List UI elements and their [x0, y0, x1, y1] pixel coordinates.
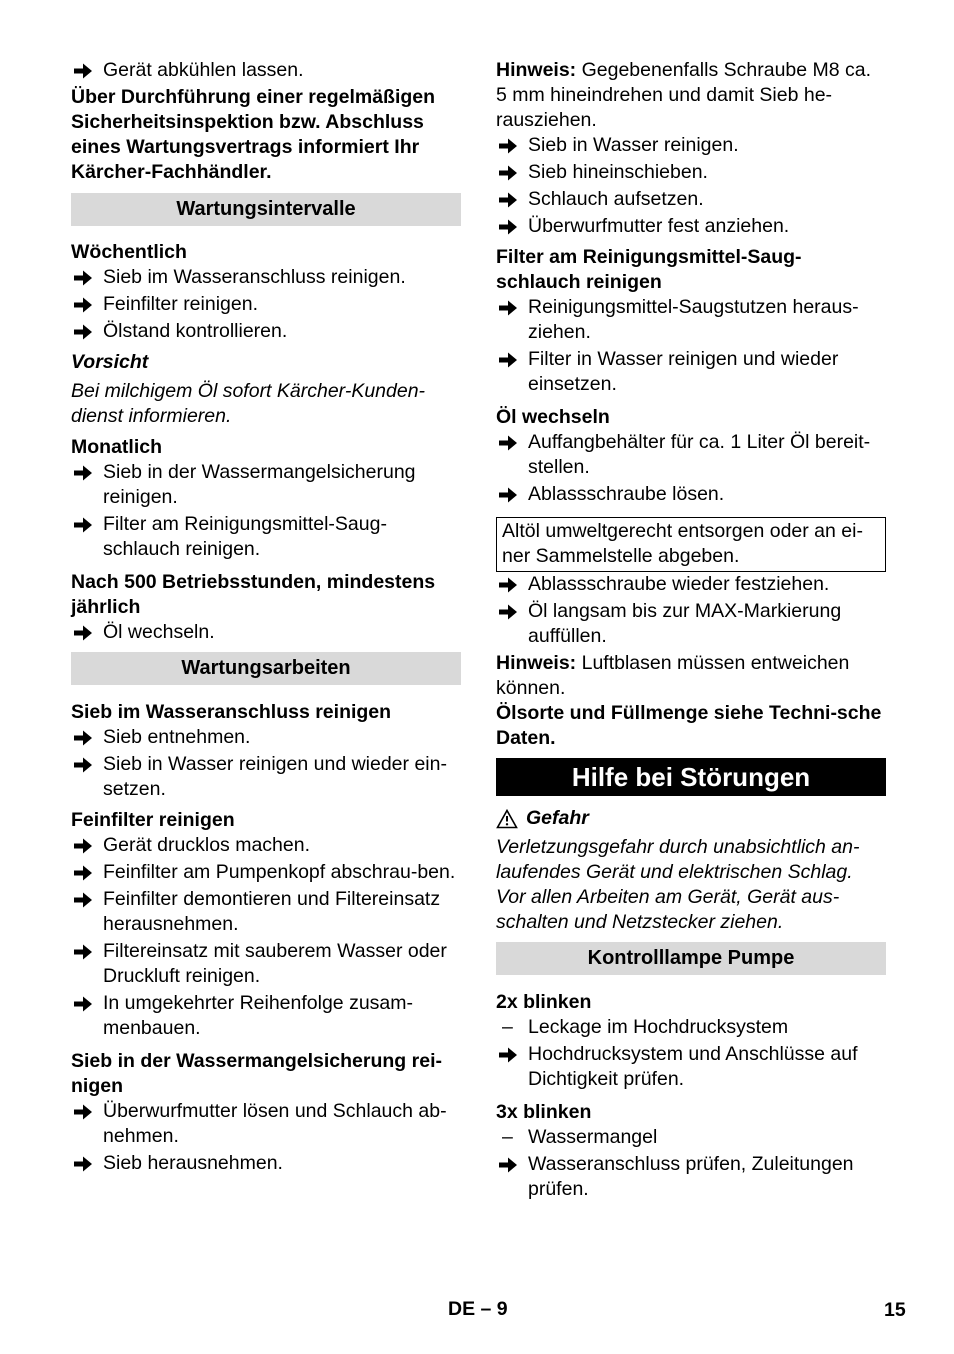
list-item-text: Sieb hineinschieben.: [528, 161, 708, 183]
arrow-icon: [498, 133, 520, 158]
arrow-icon: [73, 939, 95, 964]
list-item-text: Sieb in der Wassermangelsicherung reinigen.: [103, 461, 416, 508]
page-number: 15: [884, 1299, 906, 1321]
arrow-icon: [73, 319, 95, 344]
chapter-title: Hilfe bei Störungen: [496, 758, 886, 796]
list-item-text: Wassermangel: [528, 1126, 658, 1148]
list-item-text: Feinfilter demontieren und Filtereinsatz herausnehmen.: [103, 888, 441, 935]
wms-heading: Sieb in der Wassermangelsicherung rei-nigen: [71, 1050, 442, 1097]
list-item-text: Öl langsam bis zur MAX-Markierung auffüllen.: [528, 600, 842, 647]
arrow-icon: [73, 620, 95, 645]
danger-heading: Gefahr: [526, 807, 589, 829]
list-item-text: Ablassschraube wieder festziehen.: [528, 573, 830, 595]
list-item-text: Überwurfmutter fest anziehen.: [528, 215, 790, 237]
list-item-text: Leckage im Hochdrucksystem: [528, 1016, 789, 1038]
list-item: [496, 133, 886, 158]
danger-text: Verletzungsgefahr durch unabsichtlich an-laufendes Gerät und elektrischen Schlag. Vor allen Arbeiten am Gerät, Gerät aus-schalten und Netzstecker ziehen.: [496, 836, 860, 933]
arrow-icon: [498, 187, 520, 212]
list-item: [496, 160, 886, 185]
list-item: [496, 214, 886, 239]
arrow-icon: [73, 1151, 95, 1176]
arrow-icon: [498, 214, 520, 239]
list-item: [496, 1152, 886, 1202]
sieb-heading: Sieb im Wasseranschluss reinigen: [71, 701, 392, 723]
hint-label: Hinweis:: [496, 59, 577, 81]
intro-note: Über Durchführung einer regelmäßigen Sicherheitsinspektion bzw. Abschluss eines Wartungsvertrags informiert Ihr Kärcher-Fachhändler.: [71, 86, 436, 183]
arrow-icon: [73, 887, 95, 912]
oil-heading: Öl wechseln: [496, 406, 610, 428]
dash-bullet: –: [502, 1016, 513, 1038]
list-item: [71, 512, 461, 562]
oil-spec-note: Ölsorte und Füllmenge siehe Techni-sche Daten.: [496, 702, 882, 749]
hours-heading: Nach 500 Betriebsstunden, mindestens jährlich: [71, 571, 436, 618]
list-item-text: Ablassschraube lösen.: [528, 483, 725, 505]
list-item: [496, 295, 886, 345]
arrow-icon: [73, 265, 95, 290]
list-item: [71, 725, 461, 750]
arrow-icon: [498, 430, 520, 455]
arrow-icon: [498, 599, 520, 624]
arrow-icon: [498, 347, 520, 372]
blink3-heading: 3x blinken: [496, 1101, 592, 1123]
list-item: [71, 292, 461, 317]
list-item: [71, 939, 461, 989]
list-item-text: Öl wechseln.: [103, 621, 215, 643]
arrow-icon: [73, 460, 95, 485]
list-item: [71, 752, 461, 802]
list-item: [71, 1099, 461, 1149]
list-item: [496, 187, 886, 212]
environment-note-box: Altöl umweltgerecht entsorgen oder an ei-ner Sammelstelle abgeben.: [496, 517, 886, 572]
list-item-text: Schlauch aufsetzen.: [528, 188, 704, 210]
list-item-text: Hochdrucksystem und Anschlüsse auf Dichtigkeit prüfen.: [528, 1043, 858, 1090]
list-item-text: Sieb entnehmen.: [103, 726, 251, 748]
list-item: [496, 599, 886, 649]
list-item-text: Feinfilter am Pumpenkopf abschrau-ben.: [103, 861, 456, 883]
caution-heading: Vorsicht: [71, 351, 149, 373]
hint-paragraph: [496, 58, 886, 133]
danger-heading-row: [496, 806, 886, 831]
list-item: [71, 1151, 461, 1176]
arrow-icon: [498, 160, 520, 185]
list-item: [496, 347, 886, 397]
blink2-heading: 2x blinken: [496, 991, 592, 1013]
list-item: [71, 860, 461, 885]
list-item: [71, 265, 461, 290]
list-item: [496, 1042, 886, 1092]
arrow-icon: [73, 860, 95, 885]
list-item-text: Filter am Reinigungsmittel-Saug-schlauch reinigen.: [103, 513, 387, 560]
list-item-text: Gerät abkühlen lassen.: [103, 59, 304, 81]
arrow-icon: [73, 833, 95, 858]
list-item: [496, 430, 886, 480]
arrow-icon: [73, 725, 95, 750]
list-item-text: Ölstand kontrollieren.: [103, 320, 288, 342]
arrow-icon: [498, 1042, 520, 1067]
arrow-icon: [73, 991, 95, 1016]
warning-triangle-icon: [496, 809, 518, 829]
monthly-heading: Monatlich: [71, 436, 162, 458]
list-item-text: Filtereinsatz mit sauberem Wasser oder Druckluft reinigen.: [103, 940, 447, 987]
feinfilter-heading: Feinfilter reinigen: [71, 809, 235, 831]
list-item-text: Wasseranschluss prüfen, Zuleitungen prüfen.: [528, 1153, 854, 1200]
hint-text: Gegebenenfalls Schraube M8 ca. 5 mm hineindrehen und damit Sieb he-rausziehen.: [496, 59, 872, 131]
arrow-icon: [498, 482, 520, 507]
list-item-text: Reinigungsmittel-Saugstutzen heraus-ziehen.: [528, 296, 859, 343]
hint-label: Hinweis:: [496, 652, 577, 674]
arrow-icon: [498, 295, 520, 320]
list-item-text: Sieb im Wasseranschluss reinigen.: [103, 266, 406, 288]
list-item: [496, 1125, 886, 1150]
list-item-text: In umgekehrter Reihenfolge zusam-menbauen.: [103, 992, 413, 1039]
weekly-heading: Wöchentlich: [71, 241, 187, 263]
arrow-icon: [73, 292, 95, 317]
hint-text: Luftblasen müssen entweichen können.: [496, 652, 850, 699]
section-title-kontrolllampe: Kontrolllampe Pumpe: [496, 942, 886, 975]
list-item-text: Filter in Wasser reinigen und wieder einsetzen.: [528, 348, 839, 395]
section-title-wartungsarbeiten: Wartungsarbeiten: [71, 652, 461, 685]
list-item: [496, 572, 886, 597]
list-item: [71, 991, 461, 1041]
list-item-text: Auffangbehälter für ca. 1 Liter Öl bereit-stellen.: [528, 431, 871, 478]
list-item-text: Sieb herausnehmen.: [103, 1152, 283, 1174]
hint-paragraph: [496, 651, 886, 701]
filter-heading: Filter am Reinigungsmittel-Saug-schlauch reinigen: [496, 246, 802, 293]
list-item-text: Sieb in Wasser reinigen.: [528, 134, 739, 156]
footer-section-label: DE – 9: [448, 1298, 508, 1320]
arrow-icon: [73, 58, 95, 83]
list-item-text: Gerät drucklos machen.: [103, 834, 311, 856]
right-column: [496, 58, 886, 1204]
arrow-icon: [73, 752, 95, 777]
list-item: [71, 460, 461, 510]
arrow-icon: [498, 1152, 520, 1177]
arrow-icon: [73, 512, 95, 537]
list-item: [71, 58, 461, 83]
list-item: [71, 319, 461, 344]
arrow-icon: [498, 572, 520, 597]
left-column: [71, 58, 461, 1178]
list-item-text: Überwurfmutter lösen und Schlauch ab-nehmen.: [103, 1100, 447, 1147]
list-item-text: Sieb in Wasser reinigen und wieder ein-setzen.: [103, 753, 447, 800]
caution-text: Bei milchigem Öl sofort Kärcher-Kunden-dienst informieren.: [71, 380, 426, 427]
section-title-wartungsintervalle: Wartungsintervalle: [71, 193, 461, 226]
list-item: [496, 1015, 886, 1040]
arrow-icon: [73, 1099, 95, 1124]
list-item: [71, 887, 461, 937]
list-item: [496, 482, 886, 507]
dash-bullet: –: [502, 1126, 513, 1148]
list-item: [71, 833, 461, 858]
list-item-text: Feinfilter reinigen.: [103, 293, 258, 315]
list-item: [71, 620, 461, 645]
